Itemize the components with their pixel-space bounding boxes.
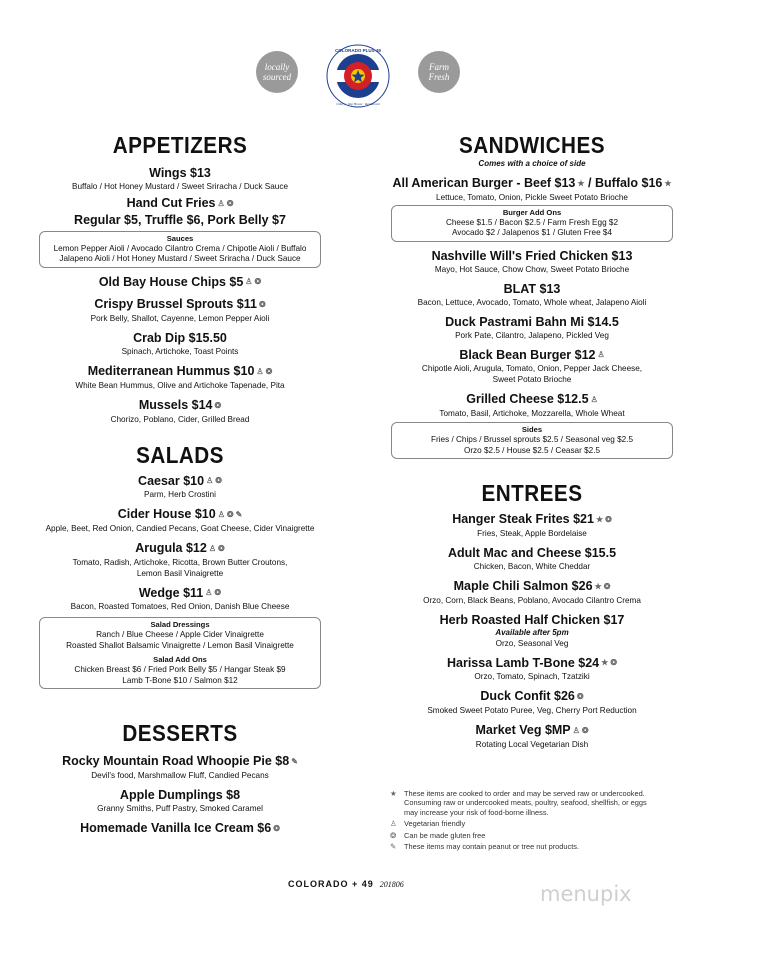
gluten-free-icon: ❂ bbox=[610, 658, 618, 668]
item-name: Nashville Will's Fried Chicken $13 bbox=[431, 248, 633, 263]
menu-item bbox=[385, 347, 679, 386]
menu-item bbox=[38, 363, 322, 391]
item-name: Market Veg $MP bbox=[475, 722, 571, 737]
item-desc: Bacon, Roasted Tomatoes, Red Onion, Danish Blue Cheese bbox=[70, 602, 290, 612]
item-name: Duck Confit $26 bbox=[480, 689, 575, 704]
menu-item bbox=[38, 165, 322, 192]
box-line: Jalapeno Aioli / Hot Honey Mustard / Sweet Sriracha / Duck Sauce bbox=[59, 254, 301, 264]
box-line: Lamb T-Bone $10 / Salmon $12 bbox=[122, 675, 238, 685]
item-name: / Buffalo $16 bbox=[588, 176, 663, 190]
legend-text: Can be made gluten free bbox=[404, 830, 486, 840]
item-desc: Mayo, Hot Sauce, Chow Chow, Sweet Potato Brioche bbox=[434, 264, 630, 274]
item-name: Apple Dumplings $8 bbox=[119, 788, 241, 803]
item-name: Maple Chili Salmon $26 bbox=[453, 578, 593, 593]
sides-box bbox=[391, 422, 673, 459]
item-desc: Rotating Local Vegetarian Dish bbox=[475, 739, 589, 749]
box-line: Fries / Chips / Brussel sprouts $2.5 / Seasonal veg $2.5 bbox=[430, 435, 634, 445]
box-line: Roasted Shallot Balsamic Vinaigrette / Lemon Basil Vinaigrette bbox=[66, 640, 294, 650]
menu-item bbox=[38, 296, 322, 324]
menu-item bbox=[38, 397, 322, 425]
nut-icon: ✎ bbox=[235, 509, 243, 519]
item-desc: Chicken, Bacon, White Cheddar bbox=[473, 561, 591, 571]
menu-item bbox=[38, 330, 322, 357]
menu-item bbox=[385, 545, 679, 572]
sandwiches-title: SANDWICHES bbox=[459, 132, 605, 158]
desserts-title: DESSERTS bbox=[122, 720, 238, 747]
sandwiches-subtitle: Comes with a choice of side bbox=[478, 159, 586, 168]
menu-item bbox=[385, 314, 679, 341]
box-line: Lemon Pepper Aioli / Avocado Cilantro Crema / Chipotle Aioli / Buffalo bbox=[53, 243, 307, 253]
legend-text: These items may contain peanut or tree nut products. bbox=[404, 842, 580, 852]
legend-text: Vegetarian friendly bbox=[404, 819, 466, 829]
box-line: Chicken Breast $6 / Fried Pork Belly $5 / Hangar Steak $9 bbox=[74, 665, 286, 675]
legend-row bbox=[390, 819, 660, 828]
burger-add-ons-box bbox=[391, 205, 673, 242]
nut-icon: ✎ bbox=[390, 842, 397, 852]
menu-item bbox=[38, 787, 322, 814]
legend-text: These items are cooked to order and may be served raw or undercooked. Consuming raw or undercooked meats, poultry, seafood, shellfish, or eggs may increase your risk of food-borne illness. bbox=[404, 789, 647, 817]
footer bbox=[288, 879, 404, 889]
item-name: Cider House $10 bbox=[117, 507, 216, 522]
gluten-free-icon: ❂ bbox=[390, 830, 397, 840]
star-icon: ★ bbox=[577, 178, 585, 188]
box-heading: Sides bbox=[521, 425, 543, 435]
gluten-free-icon: ❂ bbox=[603, 581, 611, 591]
vegetarian-icon: ♙ bbox=[217, 198, 225, 208]
gluten-free-icon: ❂ bbox=[226, 198, 234, 208]
item-desc: Lemon Basil Vinaigrette bbox=[136, 568, 224, 578]
gluten-free-icon: ❂ bbox=[226, 509, 234, 519]
item-desc: Spinach, Artichoke, Toast Points bbox=[121, 347, 239, 357]
gluten-free-icon: ❂ bbox=[581, 725, 589, 735]
box-heading: Salad Dressings bbox=[150, 620, 210, 630]
item-name: Caesar $10 bbox=[138, 473, 205, 488]
item-name: Duck Pastrami Bahn Mi $14.5 bbox=[445, 314, 619, 329]
item-desc: Tomato, Basil, Artichoke, Mozzarella, Whole Wheat bbox=[439, 409, 625, 419]
item-desc: Orzo, Corn, Black Beans, Poblano, Avocado Cilantro Crema bbox=[423, 595, 641, 605]
item-desc: Orzo, Seasonal Veg bbox=[495, 638, 569, 648]
farm-fresh-badge: Farm Fresh bbox=[418, 51, 460, 93]
box-line: Ranch / Blue Cheese / Apple Cider Vinaigrette bbox=[96, 630, 264, 640]
item-name: Arugula $12 bbox=[135, 540, 207, 555]
gluten-free-icon: ❂ bbox=[214, 400, 222, 410]
item-name: BLAT $13 bbox=[503, 281, 561, 296]
vegetarian-icon: ♙ bbox=[205, 588, 213, 598]
item-desc: Chipotle Aioli, Arugula, Tomato, Onion, Pepper Jack Cheese, bbox=[421, 364, 643, 374]
gluten-free-icon: ❂ bbox=[258, 300, 266, 310]
vegetarian-icon: ♙ bbox=[572, 725, 580, 735]
menu-item bbox=[38, 274, 322, 291]
logo-bottom-text: Cidery · Tap House · Restaurant bbox=[336, 102, 380, 106]
item-desc: Apple, Beet, Red Onion, Candied Pecans, Goat Cheese, Cider Vinaigrette bbox=[45, 523, 315, 533]
item-desc: Lettuce, Tomato, Onion, Pickle Sweet Potato Brioche bbox=[436, 192, 628, 202]
appetizers-title: APPETIZERS bbox=[112, 132, 248, 158]
item-name: Crispy Brussel Sprouts $11 bbox=[94, 297, 257, 312]
vegetarian-icon: ♙ bbox=[390, 819, 397, 829]
item-name: Adult Mac and Cheese $15.5 bbox=[447, 545, 617, 560]
item-name: Wings $13 bbox=[149, 166, 211, 180]
gluten-free-icon: ❂ bbox=[254, 277, 262, 287]
gluten-free-icon: ❂ bbox=[215, 476, 222, 486]
salads-title: SALADS bbox=[136, 441, 224, 468]
item-desc: Pork Pate, Cilantro, Jalapeno, Pickled Veg bbox=[455, 330, 609, 340]
menu-item bbox=[38, 506, 322, 534]
item-name: Crab Dip $15.50 bbox=[133, 331, 227, 346]
box-line: Avocado $2 / Jalapenos $1 / Gluten Free $4 bbox=[451, 228, 613, 238]
menu-item bbox=[385, 688, 679, 716]
box-line: Cheese $1.5 / Bacon $2.5 / Farm Fresh Egg $2 bbox=[445, 217, 619, 227]
item-name: Harissa Lamb T-Bone $24 bbox=[446, 655, 600, 670]
menu-item bbox=[385, 175, 679, 203]
star-icon: ★ bbox=[601, 658, 609, 668]
menu-item bbox=[38, 585, 322, 613]
logo-top-text: COLORADO PLUS 49 bbox=[335, 48, 381, 53]
dietary-legend bbox=[390, 789, 660, 853]
vegetarian-icon: ♙ bbox=[208, 543, 217, 553]
legend-row bbox=[390, 842, 660, 851]
entrees-title: ENTREES bbox=[481, 480, 583, 507]
item-name: Homemade Vanilla Ice Cream $6 bbox=[80, 821, 272, 836]
item-name: Rocky Mountain Road Whoopie Pie $8 bbox=[62, 754, 290, 769]
watermark: menupix bbox=[540, 882, 632, 906]
menu-item bbox=[385, 655, 679, 683]
item-name: Hand Cut Fries bbox=[126, 196, 216, 210]
vegetarian-icon: ♙ bbox=[217, 509, 225, 519]
menu-item bbox=[385, 612, 679, 649]
menu-item bbox=[38, 540, 322, 579]
menu-item bbox=[385, 391, 679, 419]
box-heading: Burger Add Ons bbox=[502, 207, 562, 217]
item-name: Old Bay House Chips $5 bbox=[98, 274, 244, 289]
footer-code: 201806 bbox=[379, 880, 404, 889]
item-desc: Pork Belly, Shallot, Cayenne, Lemon Pepper Aioli bbox=[90, 314, 270, 324]
item-name: Black Bean Burger $12 bbox=[459, 347, 596, 362]
left-column bbox=[38, 131, 322, 837]
footer-brand: COLORADO + 49 bbox=[288, 879, 374, 889]
gluten-free-icon: ❂ bbox=[273, 823, 280, 833]
vegetarian-icon: ♙ bbox=[206, 476, 214, 486]
nut-icon: ✎ bbox=[291, 757, 298, 767]
menu-item bbox=[38, 195, 322, 228]
menu-item bbox=[385, 578, 679, 606]
star-icon: ★ bbox=[594, 581, 602, 591]
item-desc: Buffalo / Hot Honey Mustard / Sweet Sriracha / Duck Sauce bbox=[71, 182, 288, 191]
gluten-free-icon: ❂ bbox=[576, 691, 584, 701]
right-column bbox=[385, 131, 679, 750]
item-name: Hanger Steak Frites $21 bbox=[452, 512, 594, 527]
item-desc: Fries, Steak, Apple Bordelaise bbox=[477, 528, 587, 538]
item-desc: Sweet Potato Brioche bbox=[492, 375, 572, 385]
item-name: Herb Roasted Half Chicken $17 bbox=[439, 612, 625, 627]
item-desc: Granny Smiths, Puff Pastry, Smoked Caramel bbox=[97, 804, 263, 814]
menu-item bbox=[385, 281, 679, 308]
item-name: Wedge $11 bbox=[138, 585, 204, 600]
item-prices: Regular $5, Truffle $6, Pork Belly $7 bbox=[74, 212, 286, 227]
item-desc: Orzo, Tomato, Spinach, Tzatziki bbox=[474, 672, 590, 682]
item-desc: Bacon, Lettuce, Avocado, Tomato, Whole wheat, Jalapeno Aioli bbox=[417, 297, 647, 307]
item-desc: Smoked Sweet Potato Puree, Veg, Cherry Port Reduction bbox=[427, 705, 637, 715]
item-desc: Parm, Herb Crostini bbox=[144, 490, 216, 500]
vegetarian-icon: ♙ bbox=[256, 366, 264, 376]
item-desc: White Bean Hummus, Olive and Artichoke Tapenade, Pita bbox=[75, 380, 285, 390]
menu-item bbox=[385, 722, 679, 750]
locally-sourced-badge: locally sourced bbox=[256, 51, 298, 93]
item-desc: Chorizo, Poblano, Cider, Grilled Bread bbox=[110, 414, 250, 424]
colorado-logo bbox=[326, 44, 390, 108]
menu-item bbox=[38, 753, 322, 781]
gluten-free-icon: ❂ bbox=[218, 543, 225, 553]
vegetarian-icon: ♙ bbox=[245, 277, 253, 287]
vegetarian-icon: ♙ bbox=[597, 350, 605, 360]
item-name: All American Burger - Beef $13 bbox=[392, 176, 576, 190]
menu-item bbox=[38, 820, 322, 837]
gluten-free-icon: ❂ bbox=[214, 588, 222, 598]
item-name: Grilled Cheese $12.5 bbox=[466, 392, 589, 407]
item-desc: Devil's food, Marshmallow Fluff, Candied Pecans bbox=[91, 771, 269, 781]
gluten-free-icon: ❂ bbox=[265, 366, 273, 376]
menu-item bbox=[38, 473, 322, 501]
box-heading: Sauces bbox=[166, 233, 194, 243]
item-desc: Tomato, Radish, Artichoke, Ricotta, Brown Butter Croutons, bbox=[72, 557, 288, 567]
vegetarian-icon: ♙ bbox=[590, 395, 598, 405]
menu-item bbox=[385, 248, 679, 275]
sauces-box bbox=[39, 231, 321, 268]
star-icon: ★ bbox=[595, 514, 604, 524]
menu-item bbox=[385, 511, 679, 539]
item-name: Mediterranean Hummus $10 bbox=[87, 364, 255, 379]
gluten-free-icon: ❂ bbox=[605, 514, 612, 524]
box-line: Orzo $2.5 / House $2.5 / Ceasar $2.5 bbox=[463, 445, 601, 455]
box-heading: Salad Add Ons bbox=[153, 655, 207, 665]
star-icon: ★ bbox=[390, 789, 397, 798]
star-icon: ★ bbox=[664, 178, 672, 188]
item-note: Available after 5pm bbox=[495, 627, 569, 637]
salad-options-box bbox=[39, 617, 321, 689]
item-name: Mussels $14 bbox=[138, 397, 213, 412]
legend-row bbox=[390, 789, 660, 817]
legend-row bbox=[390, 831, 660, 840]
